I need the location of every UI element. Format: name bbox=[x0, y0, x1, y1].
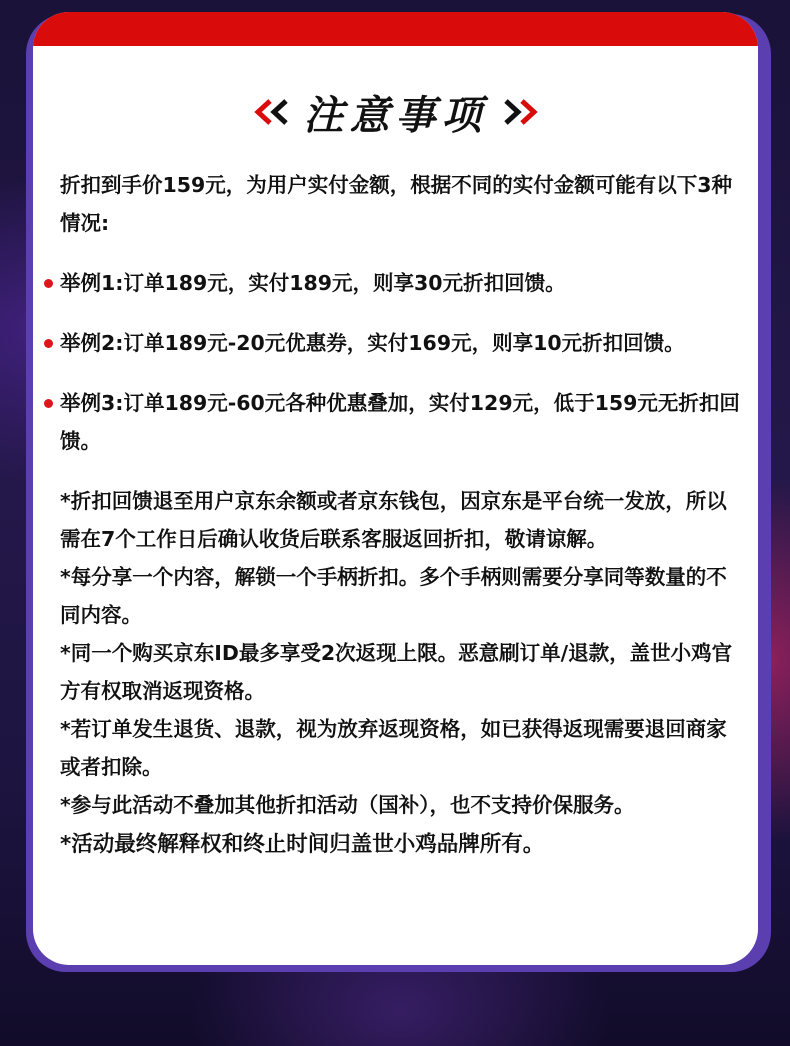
example-text: 举例3:订单189元-60元各种优惠叠加，实付129元，低于159元无折扣回馈。 bbox=[60, 391, 740, 453]
final-note: *活动最终解释权和终止时间归盖世小鸡品牌所有。 bbox=[60, 832, 545, 857]
note-item: *若订单发生退货、退款，视为放弃返现资格，如已获得返现需要退回商家或者扣除。 bbox=[60, 717, 727, 779]
double-chevron-right-icon bbox=[502, 97, 542, 127]
note-item: *折扣回馈退至用户京东余额或者京东钱包，因京东是平台统一发放，所以需在7个工作日后确认收货后联系客服返回折扣，敬请谅解。 bbox=[60, 489, 727, 551]
intro-text: 折扣到手价159元，为用户实付金额，根据不同的实付金额可能有以下3种情况: bbox=[60, 173, 733, 235]
bullet-dot-icon bbox=[44, 399, 53, 408]
note-item: *每分享一个内容，解锁一个手柄折扣。多个手柄则需要分享同等数量的不同内容。 bbox=[60, 565, 727, 627]
example-text: 举例1:订单189元，实付189元，则享30元折扣回馈。 bbox=[60, 271, 566, 295]
notice-card bbox=[33, 12, 758, 965]
example-item-3 bbox=[60, 384, 740, 460]
note-item: *参与此活动不叠加其他折扣活动（国补），也不支持价保服务。 bbox=[60, 793, 635, 817]
card-top-bar bbox=[33, 12, 758, 46]
double-chevron-left-icon bbox=[250, 97, 290, 127]
bullet-dot-icon bbox=[44, 279, 53, 288]
notice-content bbox=[60, 166, 740, 864]
page-title: 注意事项 bbox=[303, 92, 488, 139]
example-item-2 bbox=[60, 324, 740, 362]
example-text: 举例2:订单189元-20元优惠券，实付169元，则享10元折扣回馈。 bbox=[60, 331, 685, 355]
example-item-1 bbox=[60, 264, 740, 302]
bullet-dot-icon bbox=[44, 339, 53, 348]
title-row bbox=[33, 82, 758, 142]
note-item: *同一个购买京东ID最多享受2次返现上限。恶意刷订单/退款，盖世小鸡官方有权取消返现资格。 bbox=[60, 641, 733, 703]
notes-list bbox=[60, 482, 740, 864]
